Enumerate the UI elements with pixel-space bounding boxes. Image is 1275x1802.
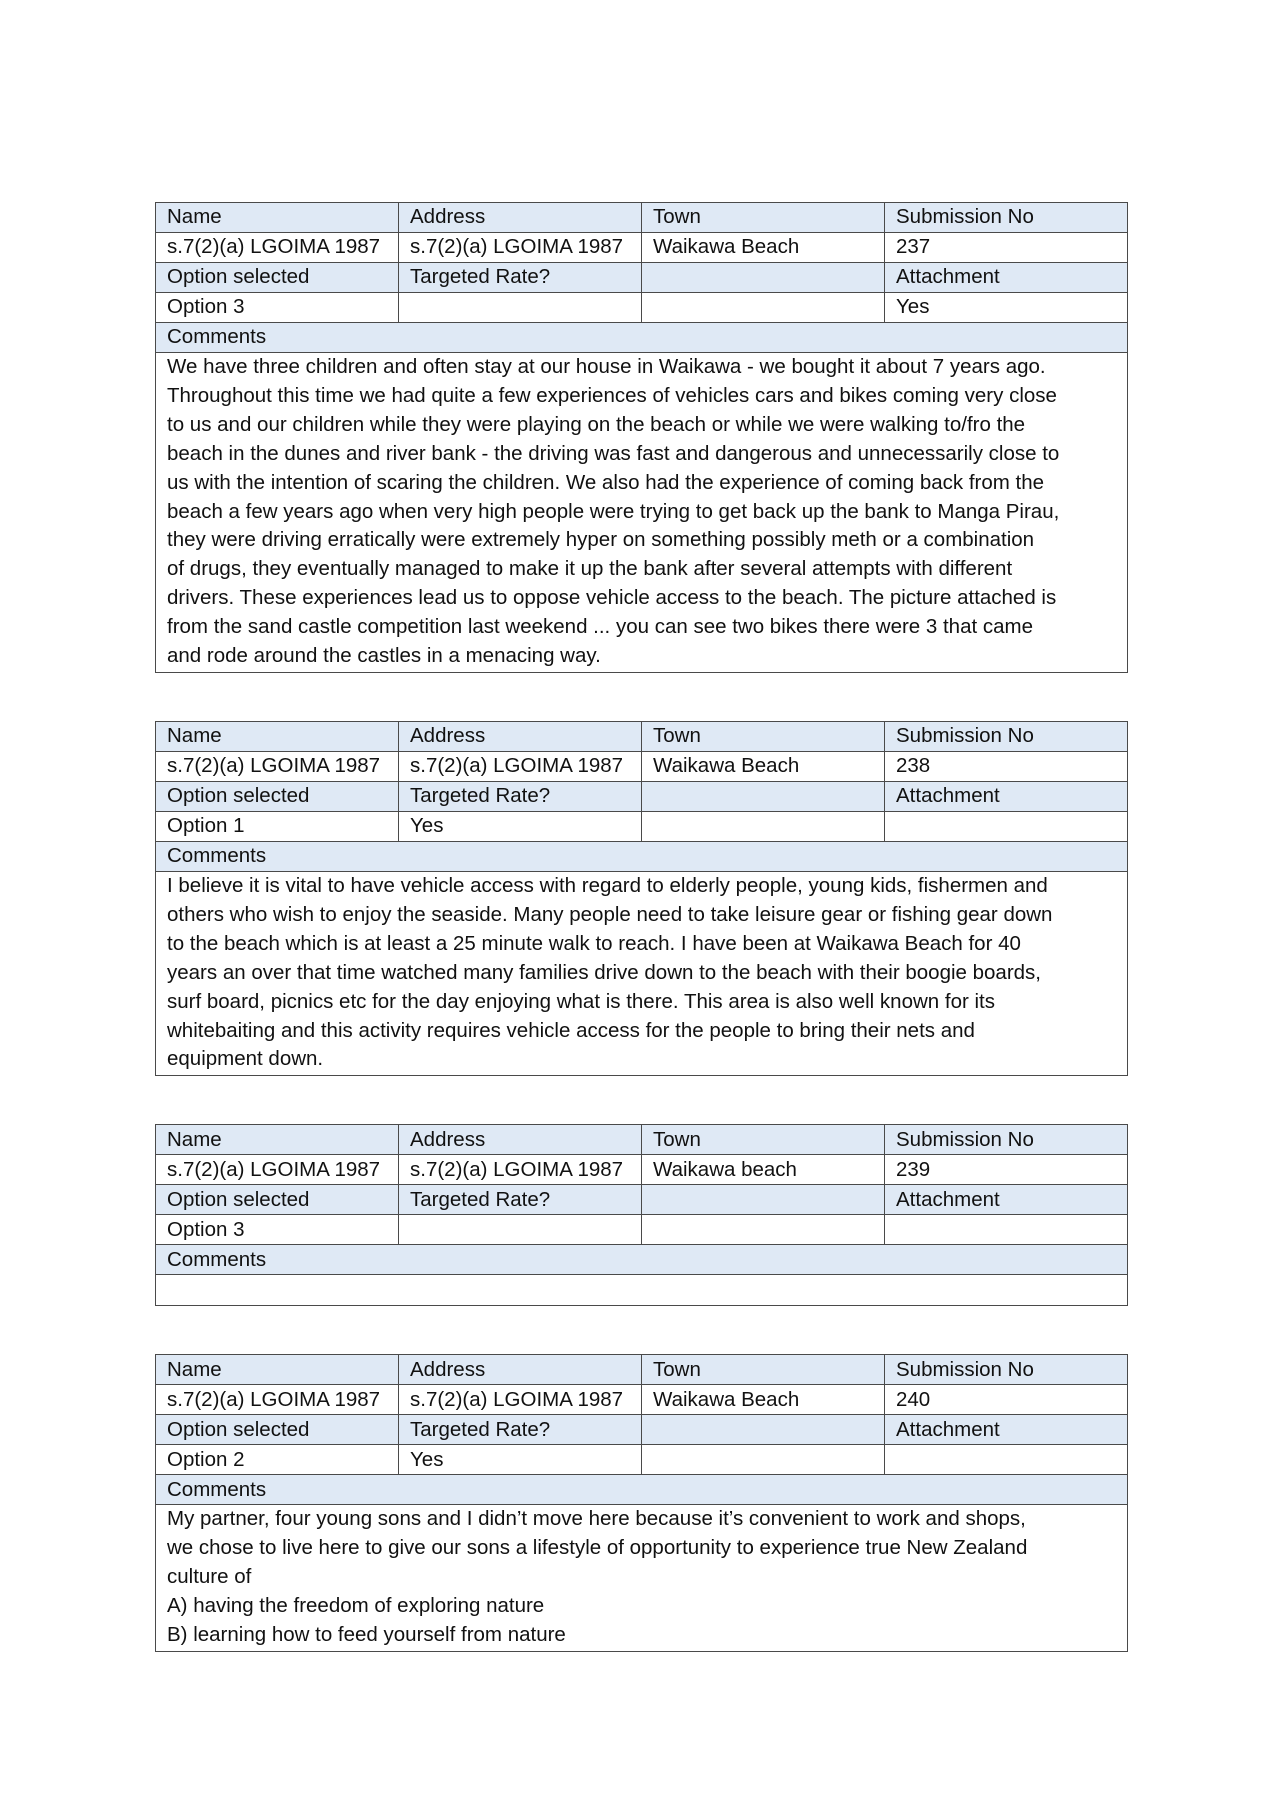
name-label: Name bbox=[156, 1125, 399, 1155]
comment-line: drivers. These experiences lead us to oppose vehicle access to the beach. The picture attached is bbox=[167, 586, 1057, 610]
name-value: s.7(2)(a) LGOIMA 1987 bbox=[156, 751, 399, 781]
document-page bbox=[155, 202, 1127, 1700]
comment-line: Throughout this time we had quite a few experiences of vehicles cars and bikes coming very close bbox=[167, 383, 1057, 407]
name-label: Name bbox=[156, 203, 399, 233]
option-selected-label: Option selected bbox=[156, 1185, 399, 1215]
details-row bbox=[156, 1385, 1128, 1415]
targeted-rate-label: Targeted Rate? bbox=[399, 263, 642, 293]
name-value: s.7(2)(a) LGOIMA 1987 bbox=[156, 1155, 399, 1185]
header-row bbox=[156, 721, 1128, 751]
name-label: Name bbox=[156, 721, 399, 751]
comment-line: to us and our children while they were playing on the beach or while we were walking to/fro the bbox=[167, 412, 1026, 436]
town-value: Waikawa Beach bbox=[642, 1385, 885, 1415]
option-row bbox=[156, 1445, 1128, 1475]
submission-no-value: 239 bbox=[885, 1155, 1128, 1185]
submission-table bbox=[155, 202, 1128, 673]
attachment-value bbox=[885, 1215, 1128, 1245]
details-row bbox=[156, 1155, 1128, 1185]
comment-line: to the beach which is at least a 25 minute walk to reach. I have been at Waikawa Beach for 40 bbox=[167, 931, 1021, 955]
comments-row bbox=[156, 871, 1128, 1075]
submission-no-value: 240 bbox=[885, 1385, 1128, 1415]
address-value: s.7(2)(a) LGOIMA 1987 bbox=[399, 751, 642, 781]
town-label: Town bbox=[642, 1125, 885, 1155]
comment-line: beach a few years ago when very high people were trying to get back up the bank to Manga Pirau, bbox=[167, 499, 1060, 523]
submission-table bbox=[155, 1354, 1128, 1652]
comments-header-row bbox=[156, 1475, 1128, 1505]
comments-label: Comments bbox=[156, 1245, 1128, 1275]
address-label: Address bbox=[399, 1355, 642, 1385]
submission-no-value: 237 bbox=[885, 233, 1128, 263]
option-selected-label: Option selected bbox=[156, 781, 399, 811]
option-header-row bbox=[156, 781, 1128, 811]
comments-text bbox=[156, 871, 1128, 1075]
comment-line: A) having the freedom of exploring nature bbox=[167, 1594, 545, 1618]
attachment-label: Attachment bbox=[885, 1185, 1128, 1215]
town-value: Waikawa Beach bbox=[642, 751, 885, 781]
blank-cell bbox=[642, 811, 885, 841]
comment-line: equipment down. bbox=[167, 1047, 324, 1071]
town-label: Town bbox=[642, 203, 885, 233]
targeted-rate-value: Yes bbox=[399, 811, 642, 841]
comment-line: I believe it is vital to have vehicle access with regard to elderly people, young kids, fishermen and bbox=[167, 873, 1048, 897]
blank-cell bbox=[642, 1185, 885, 1215]
comment-line: and rode around the castles in a menacing way. bbox=[167, 644, 601, 668]
targeted-rate-label: Targeted Rate? bbox=[399, 781, 642, 811]
option-selected-label: Option selected bbox=[156, 1415, 399, 1445]
blank-cell bbox=[642, 1415, 885, 1445]
comments-row bbox=[156, 353, 1128, 673]
comments-label: Comments bbox=[156, 323, 1128, 353]
attachment-label: Attachment bbox=[885, 263, 1128, 293]
header-row bbox=[156, 203, 1128, 233]
attachment-label: Attachment bbox=[885, 1415, 1128, 1445]
submission-no-label: Submission No bbox=[885, 721, 1128, 751]
blank-cell bbox=[642, 263, 885, 293]
option-value: Option 3 bbox=[156, 1215, 399, 1245]
submission-no-value: 238 bbox=[885, 751, 1128, 781]
option-header-row bbox=[156, 263, 1128, 293]
comment-line: us with the intention of scaring the children. We also had the experience of coming back from the bbox=[167, 470, 1045, 494]
comment-line: surf board, picnics etc for the day enjoying what is there. This area is also well known for its bbox=[167, 989, 995, 1013]
comment-line: from the sand castle competition last weekend ... you can see two bikes there were 3 that came bbox=[167, 615, 1034, 639]
attachment-value bbox=[885, 811, 1128, 841]
submission-no-label: Submission No bbox=[885, 1355, 1128, 1385]
targeted-rate-label: Targeted Rate? bbox=[399, 1415, 642, 1445]
comments-text bbox=[156, 353, 1128, 673]
address-value: s.7(2)(a) LGOIMA 1987 bbox=[399, 1155, 642, 1185]
address-value: s.7(2)(a) LGOIMA 1987 bbox=[399, 233, 642, 263]
address-label: Address bbox=[399, 1125, 642, 1155]
comment-line: others who wish to enjoy the seaside. Many people need to take leisure gear or fishing gear down bbox=[167, 902, 1053, 926]
submission-table bbox=[155, 721, 1128, 1076]
details-row bbox=[156, 751, 1128, 781]
attachment-value bbox=[885, 1445, 1128, 1475]
name-value: s.7(2)(a) LGOIMA 1987 bbox=[156, 1385, 399, 1415]
comment-line: of drugs, they eventually managed to make it up the bank after several attempts with different bbox=[167, 557, 1013, 581]
option-value: Option 3 bbox=[156, 293, 399, 323]
comments-header-row bbox=[156, 323, 1128, 353]
blank-cell bbox=[642, 781, 885, 811]
blank-cell bbox=[642, 293, 885, 323]
option-row bbox=[156, 1215, 1128, 1245]
comment-line: My partner, four young sons and I didn’t move here because it’s convenient to work and shops, bbox=[167, 1507, 1026, 1531]
comment-line: they were driving erratically were extremely hyper on something possibly meth or a combination bbox=[167, 528, 1035, 552]
targeted-rate-value: Yes bbox=[399, 1445, 642, 1475]
comments-text bbox=[156, 1275, 1128, 1306]
submission-no-label: Submission No bbox=[885, 1125, 1128, 1155]
targeted-rate-value bbox=[399, 293, 642, 323]
comment-line: whitebaiting and this activity requires vehicle access for the people to bring their nets and bbox=[167, 1018, 975, 1042]
details-row bbox=[156, 233, 1128, 263]
comment-line: we chose to live here to give our sons a lifestyle of opportunity to experience true New Zealand bbox=[167, 1536, 1028, 1560]
blank-cell bbox=[642, 1445, 885, 1475]
comment-line: We have three children and often stay at our house in Waikawa - we bought it about 7 years ago. bbox=[167, 355, 1046, 378]
option-value: Option 1 bbox=[156, 811, 399, 841]
address-label: Address bbox=[399, 203, 642, 233]
town-value: Waikawa Beach bbox=[642, 233, 885, 263]
comment-line: beach in the dunes and river bank - the driving was fast and dangerous and unnecessarily close to bbox=[167, 441, 1060, 465]
comment-line: B) learning how to feed yourself from nature bbox=[167, 1622, 566, 1646]
submission-no-label: Submission No bbox=[885, 203, 1128, 233]
town-label: Town bbox=[642, 1355, 885, 1385]
option-selected-label: Option selected bbox=[156, 263, 399, 293]
comments-row bbox=[156, 1275, 1128, 1306]
targeted-rate-value bbox=[399, 1215, 642, 1245]
comments-label: Comments bbox=[156, 1475, 1128, 1505]
comments-header-row bbox=[156, 841, 1128, 871]
address-label: Address bbox=[399, 721, 642, 751]
address-value: s.7(2)(a) LGOIMA 1987 bbox=[399, 1385, 642, 1415]
option-header-row bbox=[156, 1185, 1128, 1215]
header-row bbox=[156, 1355, 1128, 1385]
option-header-row bbox=[156, 1415, 1128, 1445]
name-label: Name bbox=[156, 1355, 399, 1385]
attachment-label: Attachment bbox=[885, 781, 1128, 811]
submission-table bbox=[155, 1124, 1128, 1306]
town-label: Town bbox=[642, 721, 885, 751]
comment-line: years an over that time watched many families drive down to the beach with their boogie boards, bbox=[167, 960, 1041, 984]
targeted-rate-label: Targeted Rate? bbox=[399, 1185, 642, 1215]
town-value: Waikawa beach bbox=[642, 1155, 885, 1185]
comments-header-row bbox=[156, 1245, 1128, 1275]
comments-text bbox=[156, 1505, 1128, 1652]
option-row bbox=[156, 293, 1128, 323]
attachment-value: Yes bbox=[885, 293, 1128, 323]
option-row bbox=[156, 811, 1128, 841]
name-value: s.7(2)(a) LGOIMA 1987 bbox=[156, 233, 399, 263]
comment-line: culture of bbox=[167, 1565, 252, 1589]
blank-cell bbox=[642, 1215, 885, 1245]
comments-row bbox=[156, 1505, 1128, 1652]
option-value: Option 2 bbox=[156, 1445, 399, 1475]
comments-label: Comments bbox=[156, 841, 1128, 871]
header-row bbox=[156, 1125, 1128, 1155]
